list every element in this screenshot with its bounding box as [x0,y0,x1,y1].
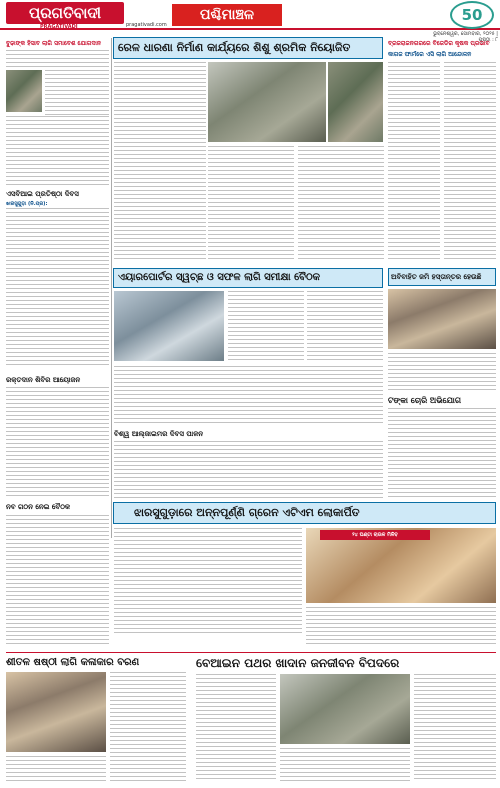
left-headline-2[interactable]: ଏସବିଆଇ ପ୍ରତିଷ୍ଠା ଦିବସ [6,190,79,198]
lead-headline-box [113,37,383,59]
health-text [114,441,383,499]
quarry-photo [280,674,410,744]
grain-text [114,528,302,636]
meeting-photo [114,291,224,361]
right-mid2-text [388,408,496,500]
aiims-text-1 [228,291,304,363]
left-bottom-headline[interactable]: ନବ ଗଠନ ନେଇ ବୈଠକ [6,503,71,511]
lead-photo-1 [208,62,326,142]
grain-headline-box [113,502,496,524]
dateline: ଭୁବନେଶ୍ୱର, ସୋମବାର, ୨୦୨୫ | ପୃଷ୍ଠା : ୮ [433,31,498,43]
left-headline-3[interactable]: ରକ୍ତଦାନ ଶିବିର ଆୟୋଜନ [6,376,81,384]
left-text-3 [6,387,109,497]
website-url[interactable]: pragativadi.com [126,22,167,28]
edition-title: ପଶ୍ଚିମାଞ୍ଚଳ [172,4,282,26]
bottom-main-text-3 [414,674,496,782]
section-rule [6,652,496,653]
logo-subtitle: PRAGATIVADI [40,24,78,30]
aiims-headline[interactable]: ଏୟାରପୋର୍ଟର ସ୍ୱଚ୍ଛ ଓ ସଫଳ ଲାଗି ସମୀକ୍ଷା ବୈଠକ [118,272,321,283]
grain-headline[interactable]: ଝାରସୁଗୁଡ଼ାରେ ଅନ୍ନପୂର୍ଣ୍ଣି ଗ୍ରେନ ଏଟିଏମ ଲୋକାର୍ପିତ [134,506,360,519]
bottom-main-text-2 [280,748,410,782]
lead-text-col1 [114,62,206,262]
left-bottom-text [6,515,109,647]
portrait-photo [6,70,42,112]
left-top-text [6,50,109,68]
aiims-text-2 [307,291,383,363]
bottom-left-headline[interactable]: ଶୀତଳ ଷଷ୍ଠୀ ଲାଗି କଳାକାର ବରଣ [6,657,140,668]
aiims-headline-box [113,268,383,288]
health-headline[interactable]: ବିଶ୍ୱ ଆଲ୍‌ଜାଇମର ଦିବସ ପାଳନ [114,430,204,438]
right-mid-headline-box [388,268,496,286]
right-mid-text [388,353,496,393]
grain-badge: ୨୪ ଘଣ୍ଟା ଚାଉଳ ମିଳିବ [320,530,430,540]
bottom-left-text [110,672,186,782]
right-text-col2 [444,62,496,262]
left-top-text-3 [6,116,109,186]
lead-photo-2 [328,62,383,142]
right-subheadline[interactable]: କାଗଜ ଫାର୍ମରେ ଏସି ଲାଗି ଆନ୍ଦୋଳନ [388,51,472,58]
bottom-main-headline[interactable]: ବେଆଇନ ପଥର ଖାଦାନ ଜନଜୀବନ ବିପଦରେ [196,656,400,670]
bottom-main-text-1 [196,674,276,782]
right-mid2-headline[interactable]: ଟଙ୍କା ଚୋରି ଅଭିଯୋଗ [388,396,461,405]
lead-headline[interactable]: ରେଳ ଧାରଣା ନିର୍ମାଣ କାର୍ଯ୍ୟରେ ଶିଶୁ ଶ୍ରମିକ ନିୟୋଜିତ [118,41,351,54]
left-text-2 [6,208,109,368]
newspaper-logo[interactable]: ପ୍ରଗତିବାଦୀ [6,2,124,24]
right-top-headline[interactable]: ବ୍ରଜରାଜନଗରରେ ବିଜେଡିର କୃଷକ ପ୍ରଭାବ [388,40,490,47]
column-divider [111,38,112,538]
protest-photo [388,289,496,349]
lead-text-col3 [298,146,384,262]
grain-text-2 [306,607,496,647]
left-top-headline[interactable]: ବୁଢାଙ୍କ ହିସାବ ଲାଗି ସମାବେଶ ଯୋଗଦାନ [6,40,101,47]
lead-text-col2 [208,146,294,262]
left-top-text-2 [45,70,109,116]
right-text-col1 [388,62,440,262]
byline: ଝାରସୁଗୁଡ଼ା (ନି.ପ୍ର): [6,201,48,207]
anniversary-logo: 50 [450,1,494,29]
artists-photo [6,672,106,752]
bottom-left-text-2 [6,756,106,782]
aiims-text-3 [114,366,383,426]
right-mid-headline[interactable]: ଅବିବାହିତ ଜମି ହସ୍ତାନ୍ତର ହେଉଛି [391,273,482,281]
